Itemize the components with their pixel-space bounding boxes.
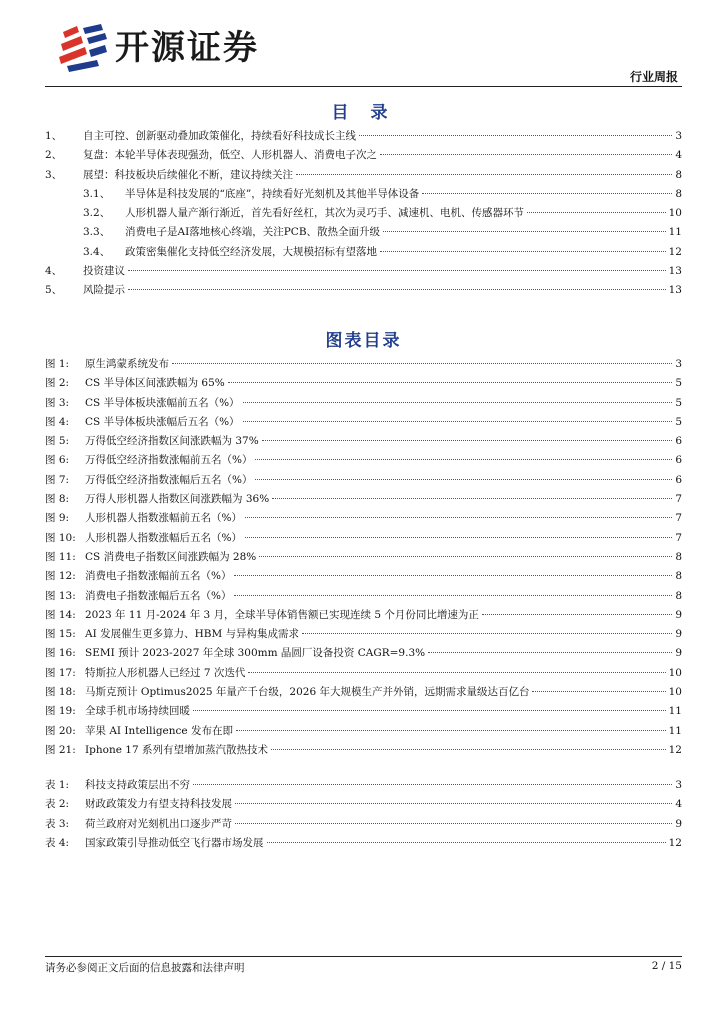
toc-entry[interactable] <box>45 167 682 186</box>
entry-page: 12 <box>668 743 682 756</box>
entry-number: 图 11: <box>45 550 76 563</box>
entry-number: 3.2、 <box>83 207 111 220</box>
entry-number: 图 13: <box>45 589 76 602</box>
entry-number: 表 1: <box>45 779 70 791</box>
entry-number: 图 15: <box>45 628 76 641</box>
entry-number: 图 10: <box>45 531 76 544</box>
entry-page: 13 <box>668 284 682 297</box>
entry-title: 人形机器人指数涨幅后五名（%） <box>85 531 242 544</box>
leader-dots <box>234 575 672 576</box>
leader-dots <box>428 652 672 653</box>
entry-title: 荷兰政府对光刻机出口逐步严苛 <box>85 817 232 830</box>
leader-dots <box>532 691 665 692</box>
brand-name: 开源证券 <box>115 28 259 68</box>
header-divider <box>45 86 682 87</box>
toc-entry[interactable] <box>45 205 682 224</box>
entry-title: CS 半导体板块涨幅后五名（%） <box>85 415 240 428</box>
toc-entry[interactable] <box>45 147 682 166</box>
report-type-label: 行业周报 <box>629 70 678 84</box>
toc-title: 目 录 <box>331 103 396 123</box>
entry-title: 国家政策引导推动低空飞行器市场发展 <box>85 836 264 849</box>
entry-title: 万得低空经济指数区间涨跌幅为 37% <box>85 435 259 448</box>
figure-entry[interactable] <box>45 375 682 394</box>
toc-entry[interactable] <box>45 186 682 205</box>
entry-page: 9 <box>675 817 682 830</box>
entry-page: 9 <box>675 628 682 641</box>
toc-entry[interactable] <box>45 224 682 243</box>
leader-dots <box>527 212 666 213</box>
table-entry[interactable] <box>45 777 682 796</box>
leader-dots <box>248 672 665 673</box>
entry-title: 人形机器人量产渐行渐近，首先看好丝杠，其次为灵巧手、减速机、电机、传感器环节 <box>125 207 524 220</box>
figure-entry[interactable] <box>45 645 682 664</box>
leader-dots <box>243 421 673 422</box>
leader-dots <box>245 517 672 518</box>
entry-number: 3.4、 <box>83 245 111 258</box>
entry-title: 复盘：本轮半导体表现强劲，低空、人形机器人、消费电子次之 <box>83 149 377 162</box>
leader-dots <box>272 498 672 499</box>
entry-title: 政策密集催化支持低空经济发展，大规模招标有望落地 <box>125 245 377 258</box>
entry-title: 投资建议 <box>83 265 125 278</box>
page-number: 2 / 15 <box>651 960 682 972</box>
leader-dots <box>359 135 672 136</box>
entry-page: 12 <box>668 836 682 849</box>
entry-title: 消费电子是AI落地核心终端，关注PCB、散热全面升级 <box>125 226 381 239</box>
entry-title: 风险提示 <box>83 284 125 297</box>
footer-divider <box>45 956 682 957</box>
toc-entry[interactable] <box>45 128 682 147</box>
entry-title: CS 半导体区间涨跌幅为 65% <box>85 377 225 390</box>
leader-dots <box>482 614 672 615</box>
entry-number: 图 4: <box>45 415 70 428</box>
entry-title: 万得低空经济指数涨幅前五名（%） <box>85 454 253 467</box>
leader-dots <box>267 842 666 843</box>
entry-page: 7 <box>675 493 682 506</box>
leader-dots <box>234 595 672 596</box>
entry-page: 11 <box>668 705 682 718</box>
entry-page: 11 <box>668 226 682 239</box>
leader-dots <box>262 440 673 441</box>
entry-title: 人形机器人指数涨幅前五名（%） <box>85 512 242 525</box>
entry-title: 特斯拉人形机器人已经过 7 次迭代 <box>85 666 246 679</box>
leader-dots <box>128 289 666 290</box>
entry-title: 马斯克预计 Optimus2025 年量产千台级，2026 年大规模生产并外销，远期需求量级达百亿台 <box>85 686 530 699</box>
leader-dots <box>128 270 666 271</box>
entry-page: 10 <box>668 686 682 699</box>
entry-page: 6 <box>675 435 682 448</box>
entry-number: 图 3: <box>45 396 70 409</box>
leader-dots <box>271 749 666 750</box>
entry-number: 图 20: <box>45 724 76 737</box>
entry-page: 6 <box>675 473 682 486</box>
leader-dots <box>235 803 672 804</box>
entry-number: 图 19: <box>45 705 76 718</box>
entry-page: 5 <box>675 396 682 409</box>
figure-entry[interactable] <box>45 723 682 742</box>
figure-entry[interactable] <box>45 395 682 414</box>
leader-dots <box>380 251 666 252</box>
entry-number: 图 17: <box>45 666 76 679</box>
entry-number: 图 8: <box>45 493 70 506</box>
table-entry[interactable] <box>45 816 682 835</box>
entry-number: 表 2: <box>45 798 70 811</box>
figure-entry[interactable] <box>45 588 682 607</box>
table-entry[interactable] <box>45 796 682 815</box>
leader-dots <box>380 154 672 155</box>
entry-page: 8 <box>675 570 682 583</box>
figure-entry[interactable] <box>45 530 682 549</box>
toc-entry[interactable] <box>45 282 682 301</box>
entry-title: 半导体是科技发展的“底座”，持续看好光刻机及其他半导体设备 <box>125 187 420 200</box>
kaiyuan-logo-icon <box>57 24 107 72</box>
entry-title: 科技支持政策层出不穷 <box>85 779 190 791</box>
entry-number: 1、 <box>45 130 63 142</box>
entry-number: 表 3: <box>45 817 70 830</box>
entry-number: 图 6: <box>45 454 70 467</box>
entry-number: 3.3、 <box>83 226 111 239</box>
entry-number: 2、 <box>45 149 63 162</box>
entry-title: 消费电子指数涨幅后五名（%） <box>85 589 232 602</box>
toc-entry[interactable] <box>45 263 682 282</box>
entry-title: 消费电子指数涨幅前五名（%） <box>85 570 232 583</box>
leader-dots <box>245 537 672 538</box>
entry-title: 原生鸿蒙系统发布 <box>85 358 169 370</box>
entry-page: 6 <box>675 454 682 467</box>
toc-entry[interactable] <box>45 244 682 263</box>
table-of-contents <box>45 128 682 302</box>
entry-title: 财政政策发力有望支持科技发展 <box>85 798 232 811</box>
leader-dots <box>172 363 672 364</box>
entry-page: 5 <box>675 377 682 390</box>
figure-list <box>45 356 682 761</box>
figure-entry[interactable] <box>45 472 682 491</box>
figure-entry[interactable] <box>45 742 682 761</box>
entry-number: 图 14: <box>45 608 76 621</box>
figure-entry[interactable] <box>45 356 682 375</box>
figure-entry[interactable] <box>45 665 682 684</box>
table-list <box>45 777 682 854</box>
entry-page: 8 <box>675 550 682 563</box>
entry-page: 13 <box>668 265 682 278</box>
figure-entry[interactable] <box>45 568 682 587</box>
leader-dots <box>259 556 672 557</box>
entry-number: 图 5: <box>45 435 70 448</box>
entry-page: 8 <box>675 187 682 200</box>
leader-dots <box>383 231 666 232</box>
entry-page: 5 <box>675 415 682 428</box>
entry-title: 万得人形机器人指数区间涨跌幅为 36% <box>85 493 270 506</box>
leader-dots <box>243 402 673 403</box>
entry-page: 10 <box>668 207 682 220</box>
entry-page: 11 <box>668 724 682 737</box>
figures-title: 图表目录 <box>325 331 402 351</box>
entry-number: 图 18: <box>45 686 76 699</box>
table-entry[interactable] <box>45 835 682 854</box>
figure-entry[interactable] <box>45 414 682 433</box>
leader-dots <box>296 174 672 175</box>
figure-entry[interactable] <box>45 491 682 510</box>
leader-dots <box>228 382 673 383</box>
entry-title: 自主可控、创新驱动叠加政策催化，持续看好科技成长主线 <box>83 130 356 142</box>
entry-title: CS 半导体板块涨幅前五名（%） <box>85 396 240 409</box>
company-logo <box>57 24 307 74</box>
entry-number: 表 4: <box>45 836 70 849</box>
leader-dots <box>236 730 666 731</box>
figure-entry[interactable] <box>45 452 682 471</box>
entry-page: 3 <box>675 130 682 142</box>
entry-page: 3 <box>675 358 682 370</box>
leader-dots <box>193 784 672 785</box>
entry-number: 图 2: <box>45 377 70 390</box>
entry-page: 10 <box>668 666 682 679</box>
entry-number: 3.1、 <box>83 187 111 200</box>
entry-page: 12 <box>668 245 682 258</box>
entry-number: 图 7: <box>45 473 70 486</box>
figure-entry[interactable] <box>45 433 682 452</box>
entry-number: 图 21: <box>45 743 76 756</box>
leader-dots <box>193 710 666 711</box>
entry-title: 展望：科技板块后续催化不断，建议持续关注 <box>83 168 293 181</box>
entry-page: 8 <box>675 168 682 181</box>
footer-disclaimer: 请务必参阅正文后面的信息披露和法律声明 <box>45 962 245 974</box>
entry-page: 8 <box>675 589 682 602</box>
entry-page: 7 <box>675 512 682 525</box>
page-header <box>45 18 682 88</box>
figure-entry[interactable] <box>45 684 682 703</box>
figure-entry[interactable] <box>45 510 682 529</box>
figure-entry[interactable] <box>45 549 682 568</box>
figure-entry[interactable] <box>45 626 682 645</box>
figure-entry[interactable] <box>45 607 682 626</box>
entry-title: 苹果 AI Intelligence 发布在即 <box>85 724 233 737</box>
figure-entry[interactable] <box>45 703 682 722</box>
entry-page: 9 <box>675 608 682 621</box>
entry-title: 万得低空经济指数涨幅后五名（%） <box>85 473 253 486</box>
entry-title: 全球手机市场持续回暖 <box>85 705 190 718</box>
leader-dots <box>422 193 672 194</box>
leader-dots <box>255 479 672 480</box>
leader-dots <box>255 459 672 460</box>
entry-page: 4 <box>675 798 682 811</box>
entry-page: 7 <box>675 531 682 544</box>
entry-number: 图 12: <box>45 570 76 583</box>
entry-page: 3 <box>675 779 682 791</box>
entry-page: 9 <box>675 647 682 660</box>
entry-title: 2023 年 11 月-2024 年 3 月，全球半导体销售额已实现连续 5 个月份同比增速为正 <box>85 608 479 621</box>
entry-title: CS 消费电子指数区间涨跌幅为 28% <box>85 550 257 563</box>
leader-dots <box>302 633 672 634</box>
entry-number: 5、 <box>45 284 63 297</box>
entry-title: Iphone 17 系列有望增加蒸汽散热技术 <box>85 743 268 756</box>
entry-number: 图 16: <box>45 647 76 660</box>
entry-title: SEMI 预计 2023-2027 年全球 300mm 晶圆厂设备投资 CAGR=9.3% <box>85 647 426 660</box>
entry-page: 4 <box>675 149 682 162</box>
entry-number: 3、 <box>45 168 63 181</box>
entry-number: 图 1: <box>45 358 70 370</box>
entry-number: 图 9: <box>45 512 70 525</box>
entry-number: 4、 <box>45 265 63 278</box>
leader-dots <box>235 823 672 824</box>
entry-title: AI 发展催生更多算力、HBM 与异构集成需求 <box>85 628 300 641</box>
